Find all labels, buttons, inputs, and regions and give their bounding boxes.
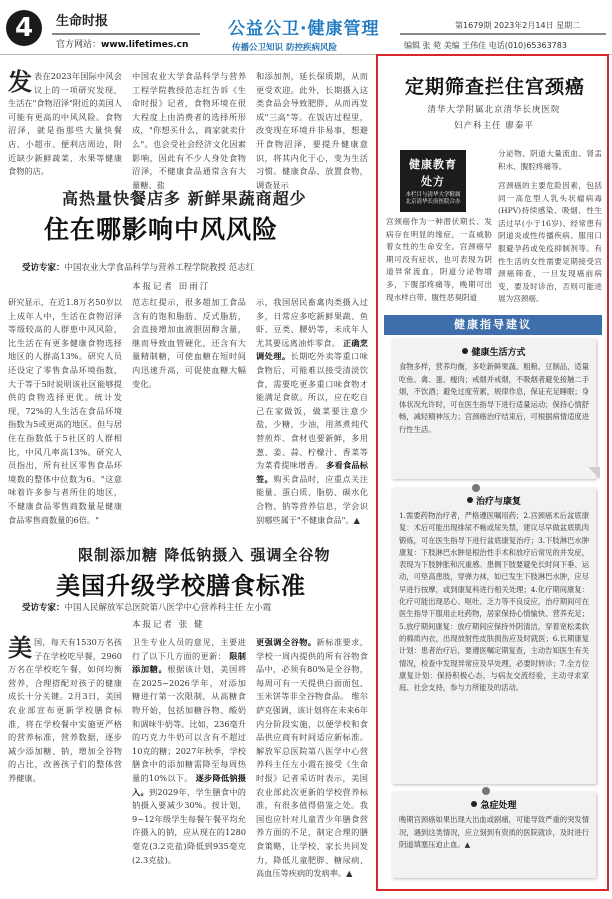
- note-emergency: [392, 792, 596, 878]
- note-emergency-title: 急症处理: [480, 801, 517, 811]
- intro-column-2: 中国农业大学食品科学与营养工程学院教授范志红告诉《生命时报》记者，食物环境在很大程度上由消费者的选择所形成，"你想买什么，商家就卖什么"。也会受社会经济文化因素影响，因此有不少人身处食物沼泽，不健康食品通常含有大量糖、盐: [132, 71, 246, 190]
- intro-column-1: [8, 67, 122, 180]
- panel-intro-right: 宫颈癌的主要危险因素，包括同一高危型人乳头状瘤病毒(HPV)持续感染、吸烟、性生活过早(小于16岁)、经常患有阴道炎或性传播疾病、服用口服避孕药或免疫抑制剂等。有性生活的女性需要定期接受宫颈癌筛查，一旦发现癌前病变，要及时诊治，否则可能进展为宫颈癌。: [498, 181, 602, 304]
- article1-subhead-1: 正确烹调处理。: [256, 337, 368, 362]
- section-subtitle: 传播公卫知识 防控疾病风险: [232, 43, 337, 53]
- article2-kicker: 限制添加糖 降低钠摄入 强调全谷物: [78, 546, 331, 564]
- issue-info: 第1679期 2023年2月14日 星期二: [455, 21, 581, 30]
- panel-intro-right-top: 分泌物、阴道大量流血、肾盂积水、腹腔疼痛等。: [498, 149, 602, 171]
- note-emergency-body: 晚期宫颈癌如果出现大出血或剧痛，可能导致严重的突发情况，遇到这类情况，应立刻到有资质的医院就诊，及时进行阴道填塞压迫止血。▲: [399, 815, 589, 850]
- dropcap-2: 美: [8, 633, 32, 662]
- header-rule-left: [52, 33, 200, 35]
- article2-subhead-3: 更强调全谷物。: [256, 637, 317, 647]
- note-fold-1: [588, 467, 600, 479]
- note-treatment-title: 治疗与康复: [475, 497, 521, 507]
- article2-subhead-2: 逐步降低钠摄入。: [132, 772, 246, 797]
- article2-column-2: [132, 636, 246, 892]
- header-rule-right: [400, 33, 606, 35]
- note-lifestyle-title: 健康生活方式: [471, 348, 526, 358]
- note-treatment: [392, 488, 596, 784]
- expert-label: 受访专家：: [22, 263, 65, 273]
- section-title: 公益公卫·健康管理: [228, 19, 380, 39]
- article1-kicker: 高热量快餐店多 新鲜果蔬商超少: [62, 189, 307, 208]
- note-emergency-header: [399, 798, 589, 811]
- article1-col3-b: 长期吃外卖等重口味食物后，可能难以接受清淡饮食，需要吃更多重口味食物才能满足食欲。所以，应在吃自己在家做饭，做菜要注意少盐，少糖，少油，用蒸煮炖代替煎炸、食材也要新鲜，多用葱、姜、蒜、柠檬汁、香菜等为菜肴提味增香。: [256, 351, 368, 471]
- site-url[interactable]: www.lifetimes.cn: [101, 40, 189, 50]
- badge-line-1: 健康教育: [409, 158, 457, 171]
- article2-col2-b: 根据该计划，美国将在2025~2026学年，对添加糖进行第一次限制，从高糖食物开始，包括加糖谷物、酸奶和调味牛奶等。比如，236毫升的巧克力牛奶可以含有不超过10克的糖；2027年秋季，学校膳食中的添加糖需降至每周热量的10%以下。: [132, 664, 246, 783]
- site-line: [56, 37, 188, 50]
- intro-col1-text: 表在2023年国际中风会议上的一项研究发现，生活在"食物沼泽"附近的美国人可能有更高的中风风险。食物沼泽，就是指那些大量快餐店、小超市、便利店周边，附近缺少新鲜蔬菜、水果等健康食物的店。: [8, 71, 122, 177]
- expert-name-2: 中国人民解放军总医院第八医学中心营养科主任 左小霞: [64, 603, 272, 613]
- article1-column-3: [256, 296, 368, 525]
- panel-hospital: 清华大学附属北京清华长庚医院: [427, 105, 561, 115]
- panel-doctor: 妇产科主任 廖秦平: [454, 121, 534, 131]
- article1-column-1: 研究显示，在近1.8万名50岁以上成年人中，生活在食物沼泽等级较高的人群患中风风险，比生活在有更多健康食物选择地区的人群高13%。研究人员还设定了零售食品环境指数，大于等于5时说明该社区能够提供的食物选择更优。统计发现，72%的人生活在食品环境指数为5或更高的地区。但与居住在指数低于5社区的人群相比，中风几率高13%。研究人员指出，所有社区零售食品环境数的整体中位数为6。"这意味着许多参与者所住的地区，不健康食品零售商数量是健康食品零售商数量的6倍。": [8, 297, 122, 525]
- article1-subhead-2: 多看食品标签。: [256, 460, 368, 484]
- bullet-icon: [467, 497, 473, 503]
- article2-col3-b: 维尔萨克强调，该计划将在未来6年内分阶段实施，以便学校和食品供应商有时间适应新标准。: [256, 691, 368, 743]
- page-header: [0, 0, 612, 56]
- note-treatment-header: [399, 494, 589, 507]
- badge-line-2: 处方: [421, 175, 445, 188]
- article2-byline: 本报记者 张 健: [132, 620, 205, 630]
- bullet-icon: [471, 801, 477, 807]
- article2-col2-text: 卫生专业人员的意见，主要进行了以下几方面的更新：: [132, 637, 246, 661]
- expert-label-2: 受访专家：: [22, 603, 65, 613]
- article2-col3-c: 解放军总医院第八医学中心营养科主任左小霞在接受《生命时报》记者采访时表示，美国农业部此次更新的学校营养标准，有很多值得借鉴之处。我国也应针对儿童青少年膳食营养方面的不足，制定合理的膳食策略，让学校、家长共同发力，降低儿童肥胖、糖尿病、高血压等疾病的发病率。▲: [256, 745, 368, 879]
- health-education-badge: [400, 150, 466, 212]
- page-number: 4: [6, 10, 42, 46]
- pin-icon: [482, 787, 490, 795]
- note-lifestyle: [392, 339, 596, 479]
- badge-note: 本栏目与清华大学附属北京清华长庚医院合办: [405, 192, 461, 205]
- article1-expert: [22, 261, 254, 273]
- article2-col1-text: 国，每天有1530万名孩子在学校吃早餐，2960万名在学校吃午餐，如何均衡营养，合理搭配对孩子的健康成长十分关键。2月3日，美国农业部宣布更新学校膳食标准，将在学校餐中实施更严格的营养标准，营养数据，逐步减少添加糖、钠，增加全谷物的占比，改善孩子们的整体营养健康。: [8, 637, 122, 783]
- article1-column-2: 范志红提示，很多超加工食品含有的饱和脂肪、反式脂肪，会直接增加血液胆固醇含量，继而导致血管硬化，还含有大量精制糖，可使血糖在短时间内迅速升高，可促使血糖大幅变化。: [132, 297, 246, 389]
- article1-col3-c: 购买食品时，应重点关注能量、蛋白质、脂肪、碳水化合物、钠等营养信息，学会识别哪些属于"不健康食品"。▲: [256, 473, 368, 525]
- article2-column-1: [8, 633, 122, 892]
- health-prescription-panel: [376, 54, 609, 891]
- article2-col3-a: 新标准要求，学校一周内提供的所有谷物食品中，必须有80%是全谷物，每周可有一天提供白面面包、玉米饼等非全谷物食品。: [256, 637, 368, 702]
- article1-col3-text: 示，我国居民畜禽肉类摄入过多，日常应多吃新鲜果蔬、鱼虾、豆类、腰奶等，未成年人尤其要远离油炸零食。: [256, 297, 368, 348]
- pin-icon: [472, 484, 480, 492]
- panel-intro-left: 宫颈癌作为一种潜伏期长、发病存在明显的缘症，一直威胁着女性的生命安全。宫颈癌早期可没有症状，也可表现为阴道异常流血，阴道分泌物增多，下腹部疼痛等，晚期可出现水样白带、腹性恶臭阴道: [386, 217, 492, 302]
- article2-column-3: [256, 636, 368, 892]
- editor-info: 编辑 张 菀 美编 王伟佳 电话(010)65363783: [404, 41, 567, 50]
- note-lifestyle-body: 食物多样，营养均衡，多吃新鲜果蔬、粗粮、豆制品，适量吃鱼、禽、蛋、瘦肉；戒烟并戒烟，不吸烟者避免接触二手烟，不饮酒；避免过度劳累，规律作息，保证充足睡眠；身体状况允许时，可在医生指导下进行适量运动；保持心情舒畅，减轻精神压力；宫颈癌治疗结束后，可根据病情适度进行性生活。: [399, 362, 589, 434]
- note-lifestyle-header: [399, 345, 589, 358]
- site-label: 官方网站：: [56, 40, 102, 50]
- article2-expert: [22, 601, 271, 613]
- paper-name: 生命时报: [56, 14, 109, 29]
- article2-title: 美国升级学校膳食标准: [56, 572, 306, 600]
- expert-name: 中国农业大学食品科学与营养工程学院教授 范志红: [64, 263, 255, 273]
- article1-title: 住在哪影响中风风险: [44, 215, 279, 244]
- article2-subhead-1: 限制添加糖。: [132, 650, 246, 675]
- article2-col2-c: 到2029年，学生膳食中的钠摄入要减少30%。按计划，9~12年级学生每餐午餐平均允许摄入的钠，应从现在的1280毫克(3.2克盐)降低到935毫克(2.3克盐)。: [132, 786, 246, 865]
- panel-title: 定期筛查拦住宫颈癌: [404, 76, 585, 98]
- article1-byline: 本报记者 田雨汀: [132, 282, 211, 292]
- bullet-icon: [462, 348, 468, 354]
- guidance-band: 健康指导建议: [384, 315, 602, 335]
- note-treatment-body: 1.需要药物治疗者，严格遵医嘱用药；2.宫颈癌术后盆底康复：术后可能出现排尿不畅或尿失禁，建议尽早做盆底肌肉锻炼，可在医生指导下进行盆底康复治疗；3.下肢淋巴水肿康复：下肢淋巴水肿是根治性手术和放疗后常见的并发症，表现为下肢肿胀和沉重感。患侧下肢要避免长时间下垂、运动，可垫高患肢，穿弹力袜，如已发生下肢淋巴水肿，应尽早进行按摩，或到康复科进行相关处理；4.化疗期间康复：化疗可能出现恶心、呕吐、乏力等不良反应，治疗期间可在医生指导下服用止吐药物，居家保持心情愉快、营养充足；5.放疗期间康复：放疗期间应保持外阴清洁，穿着宽松柔软的棉质内衣，出现放射性皮肤损伤应及时就医；6.长期康复计划：患者治疗后，要遵医嘱定期复查，主动告知医生有关情况，检查中发现异常应及早处理，必要时转诊；7.全方位康复计划：保持积极心态，与病友交流经验，主动寻求家庭、社会支持，参与力所能及的活动。: [399, 511, 589, 693]
- intro-column-3: 和添加剂，延长保质期，从而更受欢迎。此外，长期摄入这类食品会导致肥胖，从而再发成"三高"等。在饭店过程里，改变现在环境并非易事，想避开食物沼泽，要提升健康意识，将其内化于心，变为生活习惯。健康食品、放置食物，调查显示: [256, 71, 368, 190]
- dropcap: 发: [8, 67, 32, 96]
